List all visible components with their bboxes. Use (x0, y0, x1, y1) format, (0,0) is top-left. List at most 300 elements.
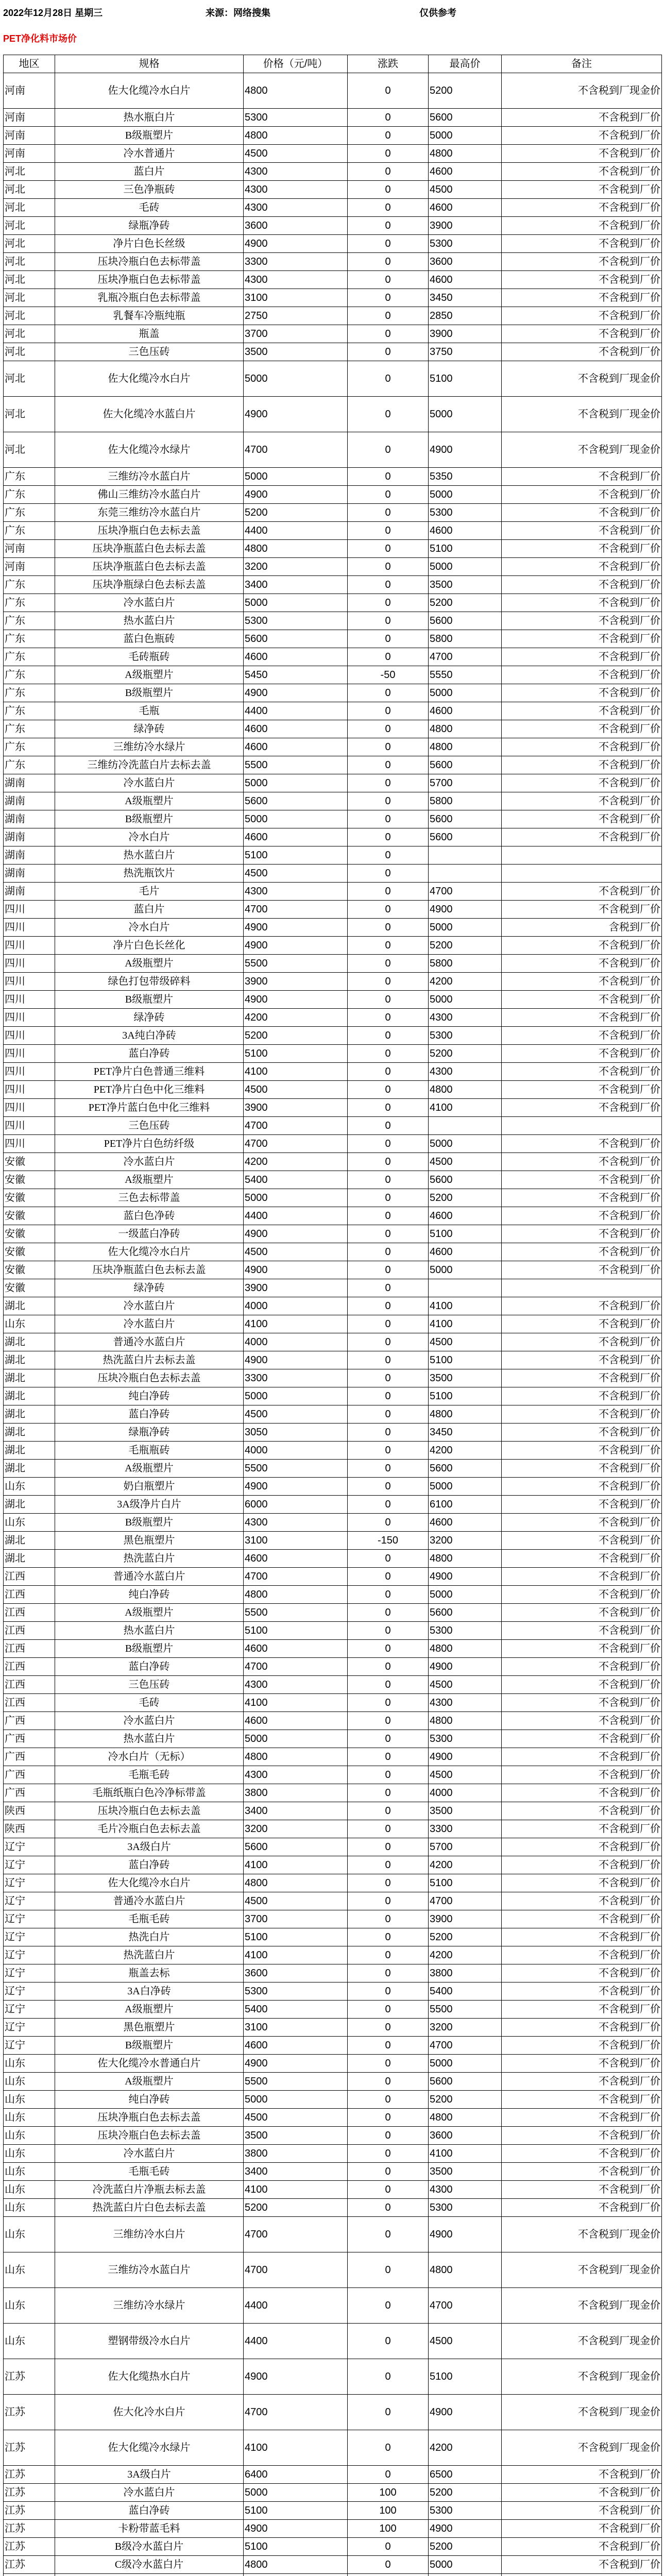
cell-spec: 三维纺冷水绿片 (55, 2288, 244, 2324)
table-row (4, 1874, 662, 1892)
cell-note: 不含税到厂现金价 (502, 2395, 662, 2430)
cell-spec: 3A纯白净砖 (55, 1027, 244, 1045)
cell-note: 不含税到厂价 (502, 720, 662, 738)
cell-note: 不含税到厂价 (502, 991, 662, 1009)
cell-high: 4700 (429, 2288, 502, 2324)
table-row (4, 343, 662, 361)
cell-price: 4600 (244, 648, 348, 666)
table-row (4, 1694, 662, 1712)
cell-note: 不含税到厂价 (502, 630, 662, 648)
table-row (4, 1622, 662, 1640)
cell-change: 0 (348, 1856, 429, 1874)
cell-high: 4800 (429, 1550, 502, 1568)
cell-high: 5800 (429, 955, 502, 973)
cell-note: 不含税到厂价 (502, 2556, 662, 2574)
cell-region: 江苏 (4, 2430, 55, 2466)
column-header-high: 最高价 (429, 55, 502, 73)
cell-region: 山东 (4, 2109, 55, 2127)
cell-price: 5200 (244, 504, 348, 522)
table-row (4, 397, 662, 432)
cell-high: 5200 (429, 2484, 502, 2502)
cell-region: 湖南 (4, 810, 55, 828)
cell-price: 3500 (244, 2127, 348, 2145)
cell-price: 4400 (244, 2324, 348, 2359)
cell-high: 4600 (429, 1243, 502, 1261)
cell-region: 山东 (4, 1514, 55, 1532)
cell-price: 4500 (244, 865, 348, 883)
cell-high: 5000 (429, 127, 502, 145)
cell-price: 3400 (244, 1802, 348, 1820)
cell-price: 5450 (244, 666, 348, 684)
cell-region: 江西 (4, 1640, 55, 1658)
cell-high: 4900 (429, 1568, 502, 1586)
cell-spec: PET净片蓝白色中化三维料 (55, 1099, 244, 1117)
cell-note: 不含税到厂价 (502, 1946, 662, 1964)
cell-spec: 佐大化缆冷水绿片 (55, 432, 244, 468)
cell-price: 5500 (244, 1460, 348, 1478)
cell-price: 4500 (244, 1081, 348, 1099)
cell-region: 江西 (4, 1568, 55, 1586)
cell-price: 3400 (244, 2163, 348, 2181)
table-row (4, 2145, 662, 2163)
table-row (4, 217, 662, 235)
cell-price: 4900 (244, 937, 348, 955)
cell-region: 河南 (4, 540, 55, 558)
cell-change: 0 (348, 1982, 429, 2001)
cell-high: 3450 (429, 289, 502, 307)
cell-spec: 毛瓶毛砖 (55, 2163, 244, 2181)
cell-change: 0 (348, 1568, 429, 1586)
cell-spec: 压块冷瓶白色去标带盖 (55, 253, 244, 271)
table-body (4, 73, 662, 2576)
cell-price: 3900 (244, 973, 348, 991)
cell-note: 不含税到厂价 (502, 1351, 662, 1369)
cell-high: 5550 (429, 666, 502, 684)
cell-region: 山东 (4, 2055, 55, 2073)
cell-change: 0 (348, 1045, 429, 1063)
cell-change: 0 (348, 738, 429, 756)
cell-change: 0 (348, 504, 429, 522)
cell-high: 5300 (429, 2199, 502, 2217)
cell-change: 0 (348, 1874, 429, 1892)
cell-region: 河北 (4, 289, 55, 307)
cell-change: 0 (348, 1081, 429, 1099)
table-row (4, 2574, 662, 2576)
cell-price: 4900 (244, 2520, 348, 2538)
cell-spec: 冷水蓝白片 (55, 1153, 244, 1171)
table-row (4, 1532, 662, 1550)
cell-price: 6400 (244, 2466, 348, 2484)
cell-note: 不含税到厂价 (502, 1676, 662, 1694)
cell-note: 不含税到厂价 (502, 1748, 662, 1766)
cell-price: 4600 (244, 828, 348, 846)
cell-price: 2750 (244, 307, 348, 325)
table-row (4, 594, 662, 612)
cell-high: 4800 (429, 1712, 502, 1730)
table-row (4, 1171, 662, 1189)
cell-high: 4900 (429, 432, 502, 468)
cell-note: 不含税到厂价 (502, 1297, 662, 1315)
cell-spec: 佐大化缆冷水白片 (55, 361, 244, 397)
cell-price: 5100 (244, 2502, 348, 2520)
cell-region: 山东 (4, 2288, 55, 2324)
cell-region: 湖北 (4, 1369, 55, 1387)
cell-region: 河北 (4, 253, 55, 271)
cell-note: 不含税到厂价 (502, 217, 662, 235)
cell-note: 不含税到厂价 (502, 1460, 662, 1478)
cell-high: 5200 (429, 1045, 502, 1063)
cell-spec: 毛片 (55, 883, 244, 901)
cell-spec: 乳餐车冷瓶纯瓶 (55, 307, 244, 325)
cell-price: 4700 (244, 432, 348, 468)
cell-note: 不含税到厂价 (502, 594, 662, 612)
cell-high: 5300 (429, 504, 502, 522)
cell-change: 0 (348, 145, 429, 163)
cell-spec (55, 2574, 244, 2576)
cell-spec: 三维纺冷水蓝白片 (55, 2252, 244, 2288)
cell-region: 广东 (4, 738, 55, 756)
cell-price: 4900 (244, 1261, 348, 1279)
cell-spec: 三色净瓶砖 (55, 181, 244, 199)
table-row (4, 702, 662, 720)
cell-high: 5200 (429, 1928, 502, 1946)
cell-region: 湖北 (4, 1333, 55, 1351)
table-row (4, 2520, 662, 2538)
cell-region: 山东 (4, 2145, 55, 2163)
cell-change: 0 (348, 540, 429, 558)
cell-spec: 绿瓶净砖 (55, 1423, 244, 1442)
table-row (4, 1766, 662, 1784)
cell-spec: PET净片白色普通三维料 (55, 1063, 244, 1081)
cell-note: 不含税到厂价 (502, 2466, 662, 2484)
table-row (4, 1351, 662, 1369)
table-row (4, 2288, 662, 2324)
cell-high: 4600 (429, 163, 502, 181)
cell-spec: 压块净瓶白色去标去盖 (55, 522, 244, 540)
cell-region: 湖南 (4, 883, 55, 901)
cell-change: 0 (348, 1892, 429, 1910)
cell-note: 不含税到厂价 (502, 1910, 662, 1928)
cell-spec: 毛砖瓶砖 (55, 648, 244, 666)
cell-region: 四川 (4, 1135, 55, 1153)
cell-change: 0 (348, 486, 429, 504)
cell-price: 4500 (244, 1243, 348, 1261)
cell-spec: 绿色打包带级碎料 (55, 973, 244, 991)
cell-high: 4700 (429, 648, 502, 666)
cell-price: 5300 (244, 109, 348, 127)
cell-price: 5600 (244, 792, 348, 810)
cell-change: 0 (348, 1658, 429, 1676)
cell-spec: 热洗蓝白片白色去标去盖 (55, 2199, 244, 2217)
cell-high: 3300 (429, 1820, 502, 1838)
table-row (4, 2359, 662, 2395)
cell-spec: 蓝白净砖 (55, 1045, 244, 1063)
cell-note: 不含税到厂价 (502, 127, 662, 145)
cell-region: 安徽 (4, 1279, 55, 1297)
table-row (4, 522, 662, 540)
table-row (4, 756, 662, 774)
cell-spec: 黑色瓶塑片 (55, 2019, 244, 2037)
cell-price: 4900 (244, 2055, 348, 2073)
cell-high: 4100 (429, 1315, 502, 1333)
table-row (4, 1730, 662, 1748)
cell-spec: 三维纺冷水蓝白片 (55, 468, 244, 486)
cell-high: 4100 (429, 1099, 502, 1117)
cell-price: 4900 (244, 2359, 348, 2395)
cell-change: 0 (348, 2163, 429, 2181)
cell-price: 3100 (244, 289, 348, 307)
cell-change: 0 (348, 397, 429, 432)
cell-region: 河南 (4, 109, 55, 127)
cell-region: 广东 (4, 720, 55, 738)
cell-high: 4800 (429, 145, 502, 163)
table-row (4, 1045, 662, 1063)
cell-region: 安徽 (4, 1225, 55, 1243)
cell-spec: 冷水蓝白片 (55, 1297, 244, 1315)
table-row (4, 991, 662, 1009)
cell-price: 4900 (244, 1351, 348, 1369)
cell-spec: 佐大化缆冷水白片 (55, 1243, 244, 1261)
cell-high: 5600 (429, 109, 502, 127)
cell-region: 湖南 (4, 828, 55, 846)
cell-price: 4800 (244, 73, 348, 109)
cell-region: 湖北 (4, 1496, 55, 1514)
cell-high: 3500 (429, 1369, 502, 1387)
cell-high: 2850 (429, 307, 502, 325)
cell-region: 辽宁 (4, 1910, 55, 1928)
cell-high: 5200 (429, 937, 502, 955)
price-table (3, 55, 662, 2576)
cell-spec: 蓝白净砖 (55, 1658, 244, 1676)
cell-price: 4900 (244, 235, 348, 253)
report-disclaimer: 仅供参考 (419, 8, 456, 18)
cell-spec: A级瓶塑片 (55, 666, 244, 684)
cell-change: 0 (348, 522, 429, 540)
cell-region: 河北 (4, 432, 55, 468)
cell-note (502, 1279, 662, 1297)
cell-note: 不含税到厂价 (502, 738, 662, 756)
cell-high: 3800 (429, 1964, 502, 1982)
table-row (4, 2055, 662, 2073)
cell-note: 不含税到厂价 (502, 612, 662, 630)
cell-note: 不含税到厂价 (502, 1478, 662, 1496)
cell-note: 不含税到厂价 (502, 2199, 662, 2217)
cell-spec: 冷水蓝白片 (55, 1712, 244, 1730)
cell-note: 不含税到厂价 (502, 684, 662, 702)
table-row (4, 1676, 662, 1694)
cell-note: 不含税到厂价 (502, 774, 662, 792)
cell-change: 0 (348, 1423, 429, 1442)
cell-spec: 乳瓶冷瓶白色去标带盖 (55, 289, 244, 307)
cell-region: 江西 (4, 1586, 55, 1604)
cell-region: 河北 (4, 325, 55, 343)
cell-spec: 一级蓝白净砖 (55, 1225, 244, 1243)
cell-high: 4700 (429, 2037, 502, 2055)
cell-change: 0 (348, 253, 429, 271)
cell-price: 4600 (244, 738, 348, 756)
cell-region: 安徽 (4, 1243, 55, 1261)
cell-change: 0 (348, 2538, 429, 2556)
cell-high: 4600 (429, 1514, 502, 1532)
cell-spec: 冷水白片 (55, 919, 244, 937)
cell-note: 不含税到厂价 (502, 2181, 662, 2199)
cell-high: 5700 (429, 774, 502, 792)
cell-spec: 冷水蓝白片 (55, 594, 244, 612)
cell-price: 3100 (244, 1532, 348, 1550)
cell-change: 0 (348, 756, 429, 774)
table-row (4, 1279, 662, 1297)
cell-region: 山东 (4, 2252, 55, 2288)
table-row (4, 937, 662, 955)
cell-change: 0 (348, 1748, 429, 1766)
cell-price: 4400 (244, 2288, 348, 2324)
table-row (4, 1153, 662, 1171)
table-row (4, 1405, 662, 1423)
cell-note: 不含税到厂价 (502, 1261, 662, 1279)
table-row (4, 558, 662, 576)
cell-price: 4500 (244, 1405, 348, 1423)
table-row (4, 1478, 662, 1496)
cell-price: 5400 (244, 2001, 348, 2019)
cell-spec: 普通冷水蓝白片 (55, 1892, 244, 1910)
cell-region: 广东 (4, 612, 55, 630)
cell-price: 5000 (244, 2484, 348, 2502)
cell-note: 不含税到厂价 (502, 1099, 662, 1117)
cell-price: 3300 (244, 1369, 348, 1387)
cell-price: 3300 (244, 253, 348, 271)
cell-change: 0 (348, 1063, 429, 1081)
cell-region: 江苏 (4, 2502, 55, 2520)
cell-spec: 塑钢带级冷水白片 (55, 2324, 244, 2359)
cell-note: 不含税到厂价 (502, 145, 662, 163)
cell-high: 3200 (429, 2019, 502, 2037)
cell-price: 3500 (244, 343, 348, 361)
cell-spec: 佐大化缆热水白片 (55, 2359, 244, 2395)
cell-note: 不含税到厂价 (502, 109, 662, 127)
cell-high: 5100 (429, 1874, 502, 1892)
cell-spec: 卡粉带蓝毛料 (55, 2520, 244, 2538)
cell-price: 5500 (244, 756, 348, 774)
cell-region: 湖北 (4, 1532, 55, 1550)
cell-spec: 压块冷瓶白色去标去盖 (55, 1802, 244, 1820)
cell-note: 不含税到厂价 (502, 2163, 662, 2181)
cell-region: 陕西 (4, 1802, 55, 1820)
cell-price: 4800 (244, 1748, 348, 1766)
table-row (4, 1604, 662, 1622)
table-row (4, 1514, 662, 1532)
table-row (4, 1442, 662, 1460)
cell-high: 3500 (429, 2163, 502, 2181)
cell-region: 河南 (4, 145, 55, 163)
cell-price: 4400 (244, 702, 348, 720)
cell-high: 5100 (429, 1351, 502, 1369)
cell-price: 6000 (244, 1496, 348, 1514)
cell-note: 不含税到厂价 (502, 1874, 662, 1892)
table-row (4, 2430, 662, 2466)
cell-note: 不含税到厂价 (502, 1766, 662, 1784)
cell-region: 河北 (4, 271, 55, 289)
cell-high: 5100 (429, 540, 502, 558)
cell-region: 湖北 (4, 1387, 55, 1405)
cell-high: 5000 (429, 1586, 502, 1604)
cell-change: 0 (348, 1099, 429, 1117)
cell-spec: 热洗瓶饮片 (55, 865, 244, 883)
cell-spec: 压块净瓶白色去标带盖 (55, 271, 244, 289)
table-row (4, 1387, 662, 1405)
cell-price: 4700 (244, 1658, 348, 1676)
cell-region: 湖北 (4, 1351, 55, 1369)
cell-high: 4300 (429, 2181, 502, 2199)
cell-change: 0 (348, 828, 429, 846)
table-row (4, 2556, 662, 2574)
cell-high: 4600 (429, 1207, 502, 1225)
cell-change: 0 (348, 576, 429, 594)
cell-price: 3700 (244, 1910, 348, 1928)
cell-spec: 毛瓶瓶砖 (55, 1442, 244, 1460)
table-row (4, 1946, 662, 1964)
cell-region: 江西 (4, 1658, 55, 1676)
cell-high: 4600 (429, 271, 502, 289)
cell-high: 3600 (429, 253, 502, 271)
cell-spec: 三色压砖 (55, 1676, 244, 1694)
report-source: 来源：网络搜集 (206, 8, 270, 18)
cell-high: 4600 (429, 199, 502, 217)
cell-price: 5000 (244, 810, 348, 828)
cell-note: 不含税到厂价 (502, 1640, 662, 1658)
cell-high: 6500 (429, 2466, 502, 2484)
cell-price: 4700 (244, 901, 348, 919)
cell-price: 4700 (244, 1117, 348, 1135)
table-row (4, 684, 662, 702)
cell-region: 湖南 (4, 865, 55, 883)
cell-spec: 冷水普通片 (55, 145, 244, 163)
cell-high: 5300 (429, 1027, 502, 1045)
cell-change: 0 (348, 2109, 429, 2127)
cell-price: 4100 (244, 1856, 348, 1874)
cell-spec: 毛瓶毛砖 (55, 1766, 244, 1784)
cell-change: 0 (348, 1910, 429, 1928)
cell-region: 辽宁 (4, 2037, 55, 2055)
cell-high: 5000 (429, 1261, 502, 1279)
cell-note: 不含税到厂价 (502, 2145, 662, 2163)
table-row (4, 2324, 662, 2359)
cell-change: 0 (348, 594, 429, 612)
cell-note: 不含税到厂价 (502, 2019, 662, 2037)
cell-price: 4700 (244, 2217, 348, 2252)
cell-note: 不含税到厂价 (502, 1063, 662, 1081)
cell-price: 4600 (244, 1550, 348, 1568)
cell-note: 不含税到厂价 (502, 343, 662, 361)
cell-high: 4300 (429, 1694, 502, 1712)
cell-note: 不含税到厂价 (502, 1856, 662, 1874)
cell-change: 0 (348, 865, 429, 883)
cell-region: 四川 (4, 1081, 55, 1099)
cell-high: 4200 (429, 1856, 502, 1874)
cell-change: 0 (348, 307, 429, 325)
cell-spec: A级瓶塑片 (55, 1460, 244, 1478)
cell-note: 不含税到厂价 (502, 2502, 662, 2520)
cell-spec: 佐大化冷水白片 (55, 2395, 244, 2430)
cell-note: 不含税到厂价 (502, 1189, 662, 1207)
cell-high: 4500 (429, 1333, 502, 1351)
cell-spec: 瓶盖去标 (55, 1964, 244, 1982)
cell-spec: 压块净瓶蓝白色去标去盖 (55, 1261, 244, 1279)
cell-spec: 压块净瓶绿白色去标去盖 (55, 576, 244, 594)
cell-change: 0 (348, 1405, 429, 1423)
cell-spec: 3A级白片 (55, 2466, 244, 2484)
cell-region: 辽宁 (4, 1838, 55, 1856)
table-row (4, 1081, 662, 1099)
